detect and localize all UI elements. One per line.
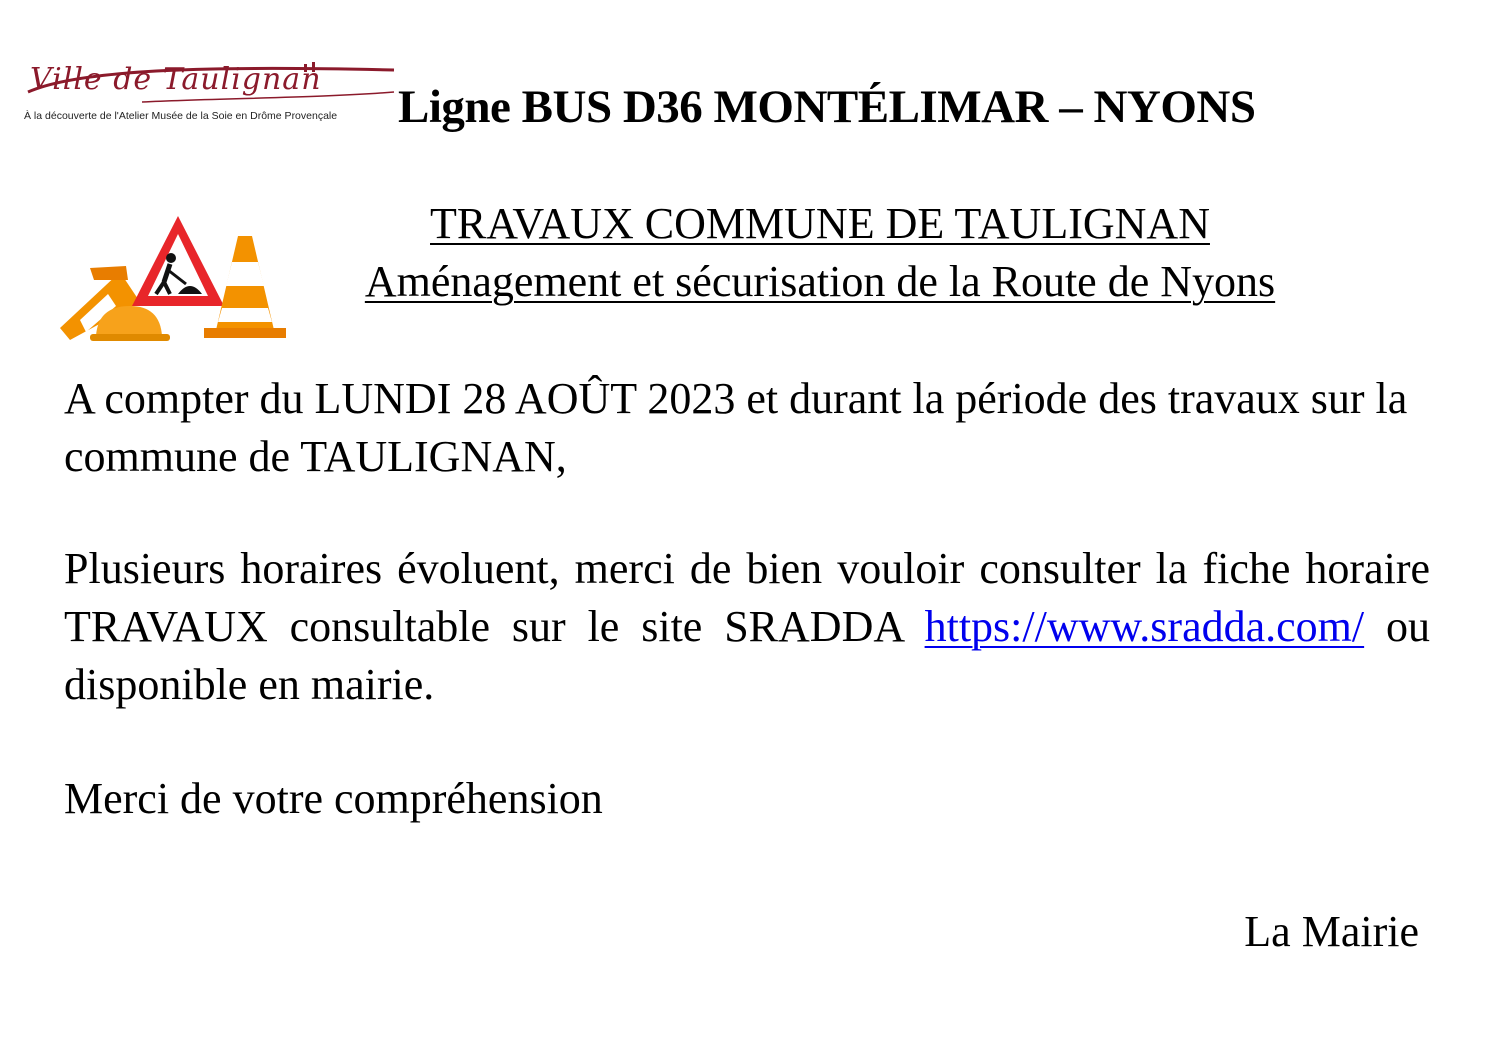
logo-script-text: Ville de Taulignan (30, 62, 322, 97)
schedule-suffix: ou disponible en mairie. (64, 602, 1431, 709)
signature: La Mairie (1244, 907, 1419, 956)
traffic-cone-icon (204, 236, 286, 338)
logo-tagline: À la découverte de l'Atelier Musée de la Soie en Drôme Provençale (24, 110, 338, 122)
warning-sign-icon (132, 216, 224, 306)
notice-paragraph-start-date: A compter du LUNDI 28 AOÛT 2023 et durant la période des travaux sur la commune de TAULIGNAN, (64, 374, 1408, 481)
town-logo (22, 62, 400, 130)
section-heading: TRAVAUX COMMUNE DE TAULIGNAN (430, 199, 1210, 248)
closing-text: Merci de votre compréhension (64, 774, 603, 823)
notice-paragraph-schedule (64, 540, 1430, 714)
road-works-icon (56, 210, 286, 345)
schedule-text: Plusieurs horaires évoluent, merci de bien vouloir consulter la fiche horaire TRAVAUX consultable sur le site SRADDA (64, 544, 1430, 651)
section-subheading: Aménagement et sécurisation de la Route de Nyons (364, 257, 1276, 306)
sradda-link[interactable]: https://www.sradda.com/ (924, 602, 1365, 651)
page-title: Ligne BUS D36 MONTÉLIMAR – NYONS (398, 81, 1256, 133)
